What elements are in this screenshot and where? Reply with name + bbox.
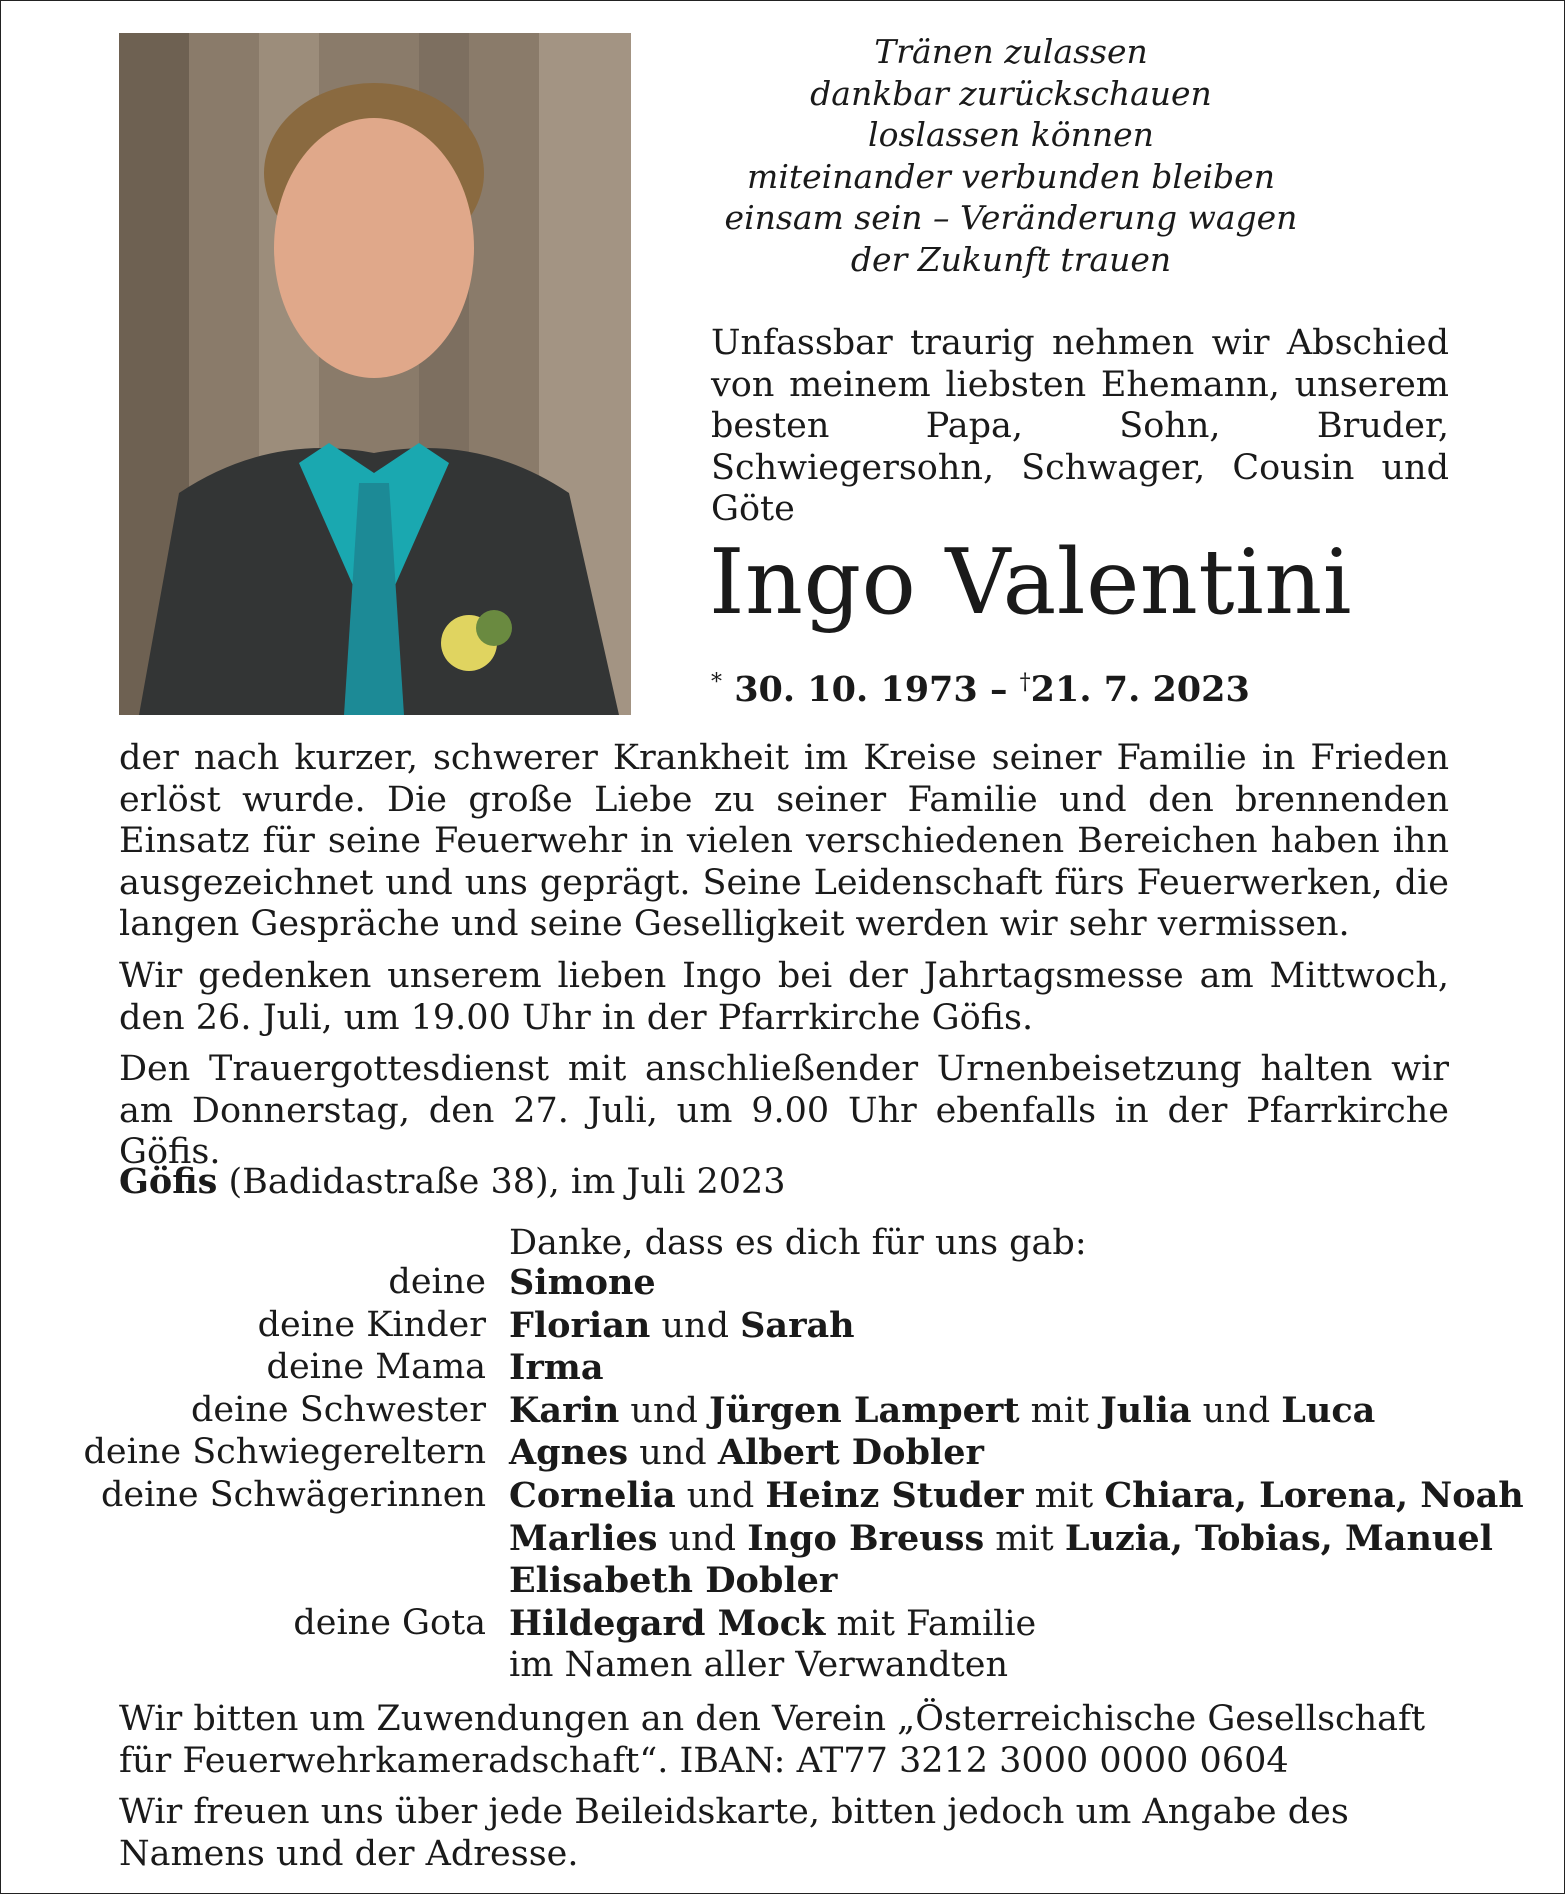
family-names — [509, 1347, 604, 1390]
family-connector: und — [650, 1305, 741, 1346]
family-names — [509, 1432, 984, 1475]
deceased-name: Ingo Valentini — [709, 530, 1353, 635]
poem — [701, 31, 1321, 280]
family-member-name: Chiara, Lorena, Noah — [1104, 1474, 1524, 1516]
family-role — [41, 1645, 509, 1687]
family-names — [509, 1390, 1375, 1433]
family-row — [41, 1432, 1541, 1475]
family-member-name: Luzia, Tobias, Manuel — [1064, 1517, 1493, 1559]
family-member-name: Julia — [1100, 1389, 1192, 1431]
family-member-name: Florian — [509, 1304, 651, 1346]
poem-line: loslassen können — [868, 115, 1154, 154]
family-member-name: Heinz Studer — [765, 1474, 1024, 1516]
family-member-name: Ingo Breuss — [747, 1517, 985, 1559]
family-role: deine Gota — [293, 1602, 486, 1643]
poem-line: einsam sein – Veränderung wagen — [724, 198, 1298, 237]
family-names — [509, 1305, 855, 1348]
closing-text — [119, 1699, 1449, 1885]
family-names — [509, 1603, 1036, 1646]
family-names — [509, 1518, 1493, 1561]
family-row — [41, 1390, 1541, 1433]
closing-paragraph: Wir freuen uns über jede Beileidskarte, bitten jedoch um Angabe des Namens und der Adresse. — [119, 1792, 1349, 1874]
body-paragraph: der nach kurzer, schwerer Krankheit im Kreise seiner Familie in Frieden erlöst wurde. Die große Liebe zu seiner Familie und den brennenden Einsatz für seine Feuerwehr in vielen verschiedenen Bereichen haben ihn ausgezeichnet und uns geprägt. Seine Leidenschaft fürs Feuerwerken, die langen Gespräche und seine Geselligkeit werden wir sehr vermissen. — [119, 738, 1449, 945]
body-text — [119, 738, 1449, 1184]
thanks-line: Danke, dass es dich für uns gab: — [509, 1223, 1087, 1263]
life-dates — [711, 669, 1250, 710]
place-date-line — [119, 1161, 786, 1202]
family-names — [509, 1560, 837, 1603]
family-member-name: Luca — [1281, 1389, 1376, 1431]
death-date: 21. 7. 2023 — [1030, 669, 1250, 710]
family-row — [41, 1347, 1541, 1390]
family-connector: und — [675, 1475, 766, 1516]
family-row — [41, 1560, 1541, 1603]
family-member-name: Cornelia — [509, 1474, 676, 1516]
family-role: deine — [388, 1262, 486, 1302]
family-names — [509, 1475, 1524, 1518]
intro-text: Unfassbar traurig nehmen wir Abschied von meinem liebsten Ehemann, unserem besten Papa, Sohn, Bruder, Schwiegersohn, Schwager, Cousin und Göte — [711, 323, 1449, 530]
family-member-name: Albert Dobler — [717, 1432, 984, 1474]
family-role: deine Schwiegereltern — [83, 1432, 486, 1473]
family-connector: und — [619, 1390, 710, 1431]
family-member-name: Marlies — [509, 1517, 658, 1559]
family-role: deine Kinder — [257, 1304, 486, 1345]
family-role: deine Schwägerinnen — [100, 1474, 486, 1515]
portrait-photo — [119, 33, 631, 715]
family-row — [41, 1305, 1541, 1348]
family-connector: und — [657, 1518, 748, 1559]
family-connector: mit — [1019, 1390, 1101, 1431]
family-member-name: Jürgen Lampert — [709, 1389, 1020, 1431]
family-connector: mit — [984, 1518, 1065, 1559]
poem-line: Tränen zulassen — [874, 32, 1148, 71]
place-rest: (Badidastraße 38), im Juli 2023 — [217, 1162, 786, 1202]
body-paragraph: Den Trauergottesdienst mit anschließender Urnenbeisetzung halten wir am Donnerstag, den 27. Juli, um 9.00 Uhr ebenfalls in der Pfarrkirche Göfis. — [119, 1049, 1449, 1173]
family-names — [509, 1262, 656, 1305]
family-member-name: Simone — [509, 1262, 656, 1303]
body-paragraph: Wir gedenken unserem lieben Ingo bei der Jahrtagsmesse am Mittwoch, den 26. Juli, um 19.00 Uhr in der Pfarrkirche Göfis. — [119, 955, 1449, 1038]
family-connector: im Namen aller Verwandten — [509, 1645, 1008, 1686]
family-member-name: Elisabeth Dobler — [509, 1560, 838, 1602]
poem-line: miteinander verbunden bleiben — [747, 156, 1275, 196]
family-member-name: Sarah — [740, 1304, 855, 1346]
family-member-name: Karin — [509, 1389, 620, 1431]
family-member-name: Agnes — [509, 1432, 629, 1474]
family-row — [41, 1518, 1541, 1561]
family-role — [41, 1560, 509, 1603]
birth-symbol: * — [711, 670, 722, 695]
family-role: deine Schwester — [191, 1389, 486, 1430]
family-list — [41, 1262, 1541, 1687]
poem-line: der Zukunft trauen — [850, 239, 1172, 279]
family-connector: und — [628, 1433, 718, 1474]
place-town: Göfis — [119, 1161, 218, 1202]
family-member-name: Irma — [509, 1347, 604, 1389]
family-member-name: Hildegard Mock — [509, 1602, 826, 1644]
family-row — [41, 1475, 1541, 1518]
poem-line: dankbar zurückschauen — [810, 73, 1212, 113]
family-connector: mit Familie — [825, 1603, 1037, 1644]
family-role — [41, 1518, 509, 1561]
family-connector: mit — [1023, 1475, 1105, 1516]
death-symbol: † — [1019, 670, 1031, 695]
family-role: deine Mama — [266, 1347, 486, 1388]
date-separator: – — [989, 669, 1008, 710]
portrait-photo-icon — [119, 33, 631, 715]
family-connector: und — [1191, 1390, 1282, 1431]
family-names — [509, 1645, 1008, 1687]
family-row — [41, 1645, 1541, 1687]
family-row — [41, 1262, 1541, 1305]
closing-paragraph: Wir bitten um Zuwendungen an den Verein „Österreichische Gesellschaft für Feuerwehrkameradschaft“. IBAN: AT77 3212 3000 0000 0604 — [119, 1699, 1426, 1781]
birth-date: 30. 10. 1973 — [734, 669, 978, 710]
family-row — [41, 1603, 1541, 1646]
